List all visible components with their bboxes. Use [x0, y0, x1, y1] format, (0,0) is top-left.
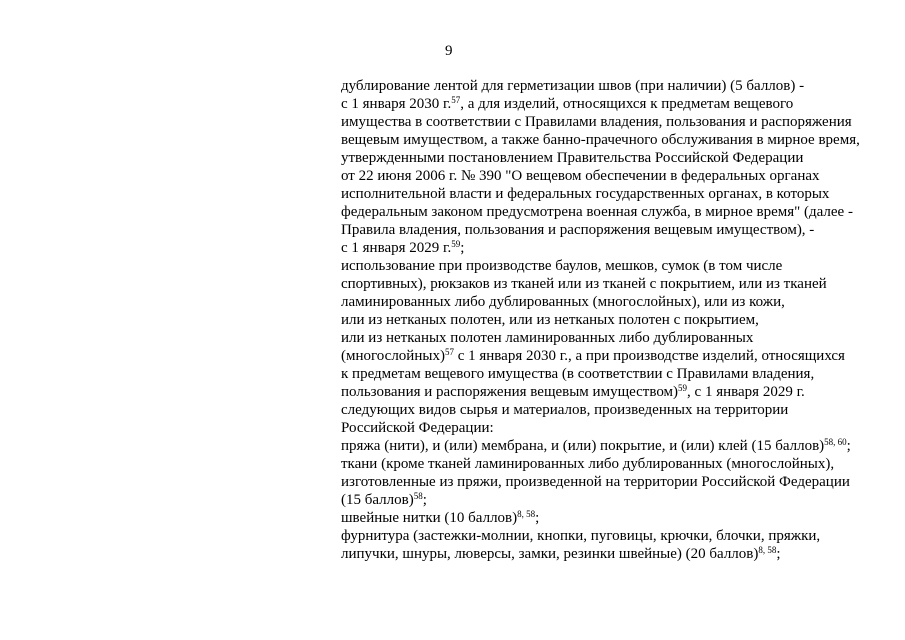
text-segment: следующих видов сырья и материалов, произведенных на территории	[341, 402, 789, 418]
text-line	[341, 347, 881, 365]
footnote-reference: 8, 58	[758, 545, 777, 555]
text-segment: изготовленные из пряжи, произведенной на территории Российской Федерации	[341, 474, 850, 490]
text-line	[341, 275, 881, 293]
text-segment: швейные нитки (10 баллов)	[341, 510, 518, 526]
text-segment: фурнитура (застежки-молнии, кнопки, пуговицы, крючки, блочки, пряжки,	[341, 528, 821, 544]
footnote-reference: 57	[444, 347, 454, 357]
text-segment: использование при производстве баулов, мешков, сумок (в том числе	[341, 258, 783, 274]
text-segment: федеральным законом предусмотрена военная служба, в мирное время" (далее -	[341, 204, 853, 220]
text-segment: (многослойных)	[341, 348, 445, 364]
text-segment: пользования и распоряжения вещевым имуществом)	[341, 384, 679, 400]
text-segment: к предметам вещевого имущества (в соответствии с Правилами владения,	[341, 366, 815, 382]
text-line	[341, 455, 881, 473]
text-line	[341, 311, 881, 329]
text-line	[341, 383, 881, 401]
text-line	[341, 293, 881, 311]
text-line	[341, 545, 881, 563]
footnote-reference: 8, 58	[517, 509, 536, 519]
page-number: 9	[445, 43, 453, 59]
text-line	[341, 77, 881, 95]
text-line	[341, 185, 881, 203]
footnote-reference: 58, 60	[824, 437, 847, 447]
text-line	[341, 509, 881, 527]
text-segment: ;	[776, 546, 781, 562]
text-line	[341, 257, 881, 275]
footnote-reference: 57	[451, 95, 461, 105]
text-segment: (15 баллов)	[341, 492, 414, 508]
text-line	[341, 167, 881, 185]
text-line	[341, 149, 881, 167]
text-segment: или из нетканых полотен, или из нетканых полотен с покрытием,	[341, 312, 759, 328]
footnote-reference: 59	[678, 383, 688, 393]
text-segment: или из нетканых полотен ламинированных либо дублированных	[341, 330, 754, 346]
text-segment: с 1 января 2030 г., а при производстве изделий, относящихся	[453, 348, 845, 364]
text-line	[341, 527, 881, 545]
document-body	[341, 77, 881, 563]
footnote-reference: 59	[451, 239, 461, 249]
text-segment: с 1 января 2030 г.	[341, 96, 452, 112]
text-segment: липучки, шнуры, люверсы, замки, резинки швейные) (20 баллов)	[341, 546, 759, 562]
text-segment: Российской Федерации:	[341, 420, 494, 436]
text-line	[341, 239, 881, 257]
text-segment: утвержденными постановлением Правительства Российской Федерации	[341, 150, 804, 166]
text-segment: ламинированных либо дублированных (многослойных), или из кожи,	[341, 294, 785, 310]
text-line	[341, 131, 881, 149]
text-line	[341, 113, 881, 131]
footnote-reference: 58	[413, 491, 423, 501]
text-line	[341, 437, 881, 455]
text-line	[341, 401, 881, 419]
text-line	[341, 203, 881, 221]
text-segment: имущества в соответствии с Правилами владения, пользования и распоряжения	[341, 114, 852, 130]
text-segment: спортивных), рюкзаков из тканей или из тканей с покрытием, или из тканей	[341, 276, 827, 292]
text-segment: от 22 июня 2006 г. № 390 "О вещевом обеспечении в федеральных органах	[341, 168, 820, 184]
text-line	[341, 419, 881, 437]
text-segment: Правила владения, пользования и распоряжения вещевым имуществом), -	[341, 222, 815, 238]
text-segment: вещевым имуществом, а также банно-прачечного обслуживания в мирное время,	[341, 132, 860, 148]
text-segment: исполнительной власти и федеральных государственных органах, в которых	[341, 186, 830, 202]
text-line	[341, 491, 881, 509]
text-segment: пряжа (нити), и (или) мембрана, и (или) покрытие, и (или) клей (15 баллов)	[341, 438, 825, 454]
text-segment: ;	[460, 240, 465, 256]
text-segment: , а для изделий, относящихся к предметам вещевого	[460, 96, 794, 112]
text-line	[341, 365, 881, 383]
text-segment: , с 1 января 2029 г.	[687, 384, 805, 400]
text-segment: дублирование лентой для герметизации швов (при наличии) (5 баллов) -	[341, 78, 805, 94]
text-line	[341, 473, 881, 491]
text-segment: ткани (кроме тканей ламинированных либо дублированных (многослойных),	[341, 456, 835, 472]
text-segment: ;	[535, 510, 540, 526]
text-line	[341, 329, 881, 347]
text-line	[341, 221, 881, 239]
text-line	[341, 95, 881, 113]
text-segment: ;	[422, 492, 427, 508]
text-segment: ;	[846, 438, 851, 454]
text-segment: с 1 января 2029 г.	[341, 240, 452, 256]
